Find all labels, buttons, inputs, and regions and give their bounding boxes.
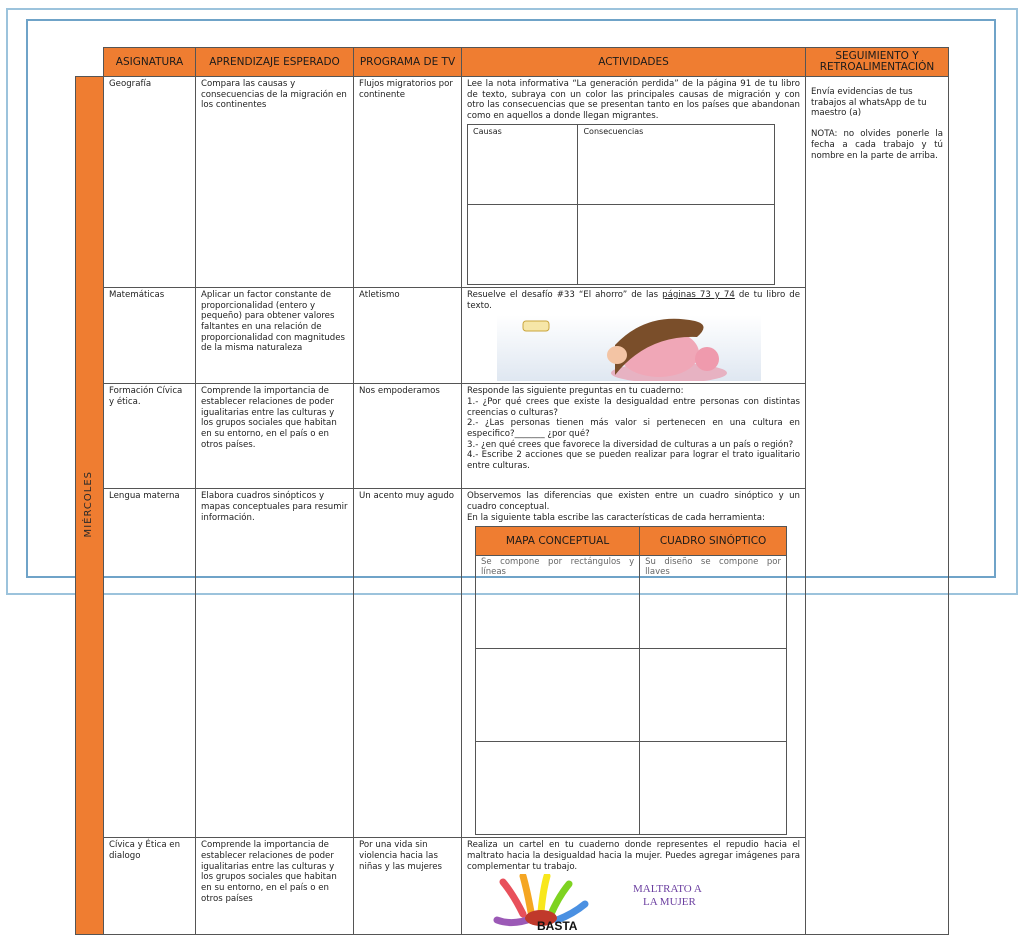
cell-asignatura: Cívica y Ética en dialogo	[104, 838, 196, 935]
cell-asignatura: Formación Cívica y ética.	[104, 384, 196, 489]
lesson-plan-table	[75, 47, 949, 935]
header-programa: PROGRAMA DE TV	[354, 48, 462, 77]
cell-programa: Nos empoderamos	[354, 384, 462, 489]
header-asignatura: ASIGNATURA	[104, 48, 196, 77]
cell-actividades	[462, 489, 806, 838]
mini-header-mapa: MAPA CONCEPTUAL	[476, 527, 640, 556]
cell-aprendizaje: Aplicar un factor constante de proporcionalidad (entero y pequeño) para obtener valores faltantes en una relación de proporcionalidad con magnitudes de la misma naturaleza	[196, 287, 354, 383]
cell-actividades	[462, 77, 806, 288]
causas-consecuencias-table	[467, 124, 775, 285]
header-seguimiento: SEGUIMIENTO Y RETROALIMENTACIÓN	[806, 48, 949, 77]
actividades-text: Resuelve el desafío #33 “El ahorro” de las páginas 73 y 74 de tu libro de texto.	[467, 289, 800, 311]
day-label-cell	[76, 77, 104, 935]
actividades-text: Lee la nota informativa “La generación perdida” de la página 91 de tu libro de texto, subraya con un color las principales causas de migración y con otro las consecuencias que se presentan tanto en los países que abandonan como en aquellos a donde llegan migrantes.	[467, 79, 800, 122]
cell-seguimiento	[806, 77, 949, 935]
mini-cell-mapa: Se compone por rectángulos y líneas	[476, 556, 640, 649]
actividades-text: Realiza un cartel en tu cuaderno donde representes el repudio hacia el maltrato hacia la desigualdad hacia la mujer. Puedes agregar imágenes para complementar tu trabajo.	[467, 840, 800, 872]
seguimiento-text: Envía evidencias de tus trabajos al whatsApp de tu maestro (a)	[811, 87, 927, 119]
questions-intro: Responde las siguiente preguntas en tu cuaderno:	[467, 386, 684, 397]
cell-programa: Por una vida sin violencia hacia las niñas y las mujeres	[354, 838, 462, 935]
cell-actividades	[462, 838, 806, 935]
actividades-text-1: Observemos las diferencias que existen entre un cuadro sinóptico y un cuadro conceptual.	[467, 491, 800, 512]
question-2: 2.- ¿Las personas tienen más valor si pertenecen en una cultura en especifico?_______ ¿por qué?	[467, 418, 800, 440]
pages-link: páginas 73 y 74	[662, 289, 735, 300]
svg-text:MALTRATO A: MALTRATO A	[633, 883, 702, 896]
cell-programa: Atletismo	[354, 287, 462, 383]
table-row	[76, 77, 949, 288]
header-actividades: ACTIVIDADES	[462, 48, 806, 77]
cell-aprendizaje: Compara las causas y consecuencias de la migración en los continentes	[196, 77, 354, 288]
mini-header-cuadro: CUADRO SINÓPTICO	[640, 527, 787, 556]
mini-header-consecuencias: Consecuencias	[578, 124, 775, 204]
mini-header-causas: Causas	[468, 124, 578, 204]
cell-asignatura: Matemáticas	[104, 287, 196, 383]
svg-text:BASTA: BASTA	[537, 919, 578, 933]
cell-programa: Flujos migratorios por continente	[354, 77, 462, 288]
day-label: MIÉRCOLES	[83, 470, 95, 538]
cell-actividades	[462, 384, 806, 489]
piggy-bank-image	[497, 315, 761, 381]
question-4: 4.- Escribe 2 acciones que se pueden realizar para lograr el trato igualitario entre culturas.	[467, 450, 800, 472]
question-3: 3.- ¿en qué crees que favorece la diversidad de culturas a un país o región?	[467, 439, 794, 450]
cell-aprendizaje: Comprende la importancia de establecer relaciones de poder igualitarias entre las culturas y los grupos sociales que habitan en su entorno, en el país o en otros países	[196, 838, 354, 935]
question-1: 1.- ¿Por qué crees que existe la desigualdad entre personas con distintas creencias o culturas?	[467, 396, 800, 418]
seguimiento-note: NOTA: no olvides ponerle la fecha a cada trabajo y tú nombre en la parte de arriba.	[811, 129, 943, 161]
mini-cell-cuadro: Su diseño se compone por llaves	[640, 556, 787, 649]
header-aprendizaje: APRENDIZAJE ESPERADO	[196, 48, 354, 77]
cell-programa: Un acento muy agudo	[354, 489, 462, 838]
stop-violence-banner-image	[493, 874, 723, 932]
comparison-table	[475, 526, 787, 835]
header-row	[76, 48, 949, 77]
cell-asignatura: Geografía	[104, 77, 196, 288]
svg-text:LA MUJER: LA MUJER	[643, 896, 696, 909]
actividades-text-2: En la siguiente tabla escribe las características de cada herramienta:	[467, 512, 765, 523]
cell-asignatura: Lengua materna	[104, 489, 196, 838]
cell-aprendizaje: Comprende la importancia de establecer relaciones de poder igualitarias entre las culturas y los grupos sociales que habitan en su entorno, en el país o en otros países.	[196, 384, 354, 489]
cell-actividades	[462, 287, 806, 383]
cell-aprendizaje: Elabora cuadros sinópticos y mapas conceptuales para resumir información.	[196, 489, 354, 838]
